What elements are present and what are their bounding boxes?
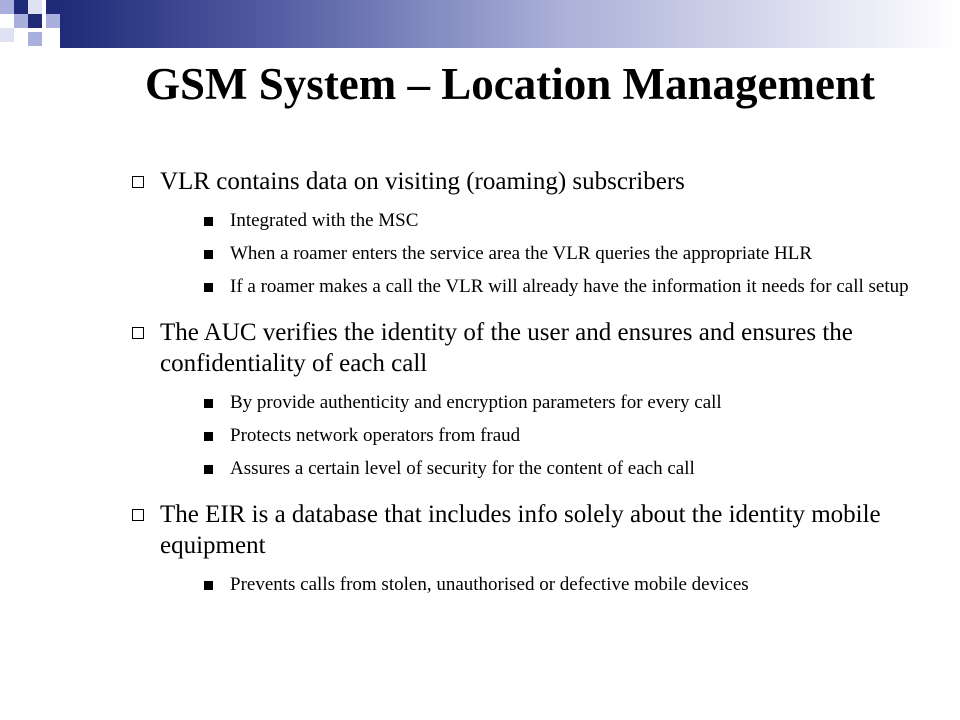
sub-bullet-text: Protects network operators from fraud — [230, 425, 521, 446]
corner-square-decoration — [28, 0, 42, 14]
filled-square-bullet-icon — [204, 250, 213, 259]
sub-bullet-item — [160, 458, 912, 479]
filled-square-bullet-icon — [204, 432, 213, 441]
bullet-list — [132, 166, 912, 595]
bullet-item — [132, 317, 912, 479]
corner-square-decoration — [14, 14, 28, 28]
corner-square-decoration — [46, 14, 60, 28]
bullet-item — [132, 499, 912, 595]
corner-square-decoration — [0, 0, 14, 14]
bullet-text: VLR contains data on visiting (roaming) subscribers — [160, 168, 685, 195]
filled-square-bullet-icon — [204, 581, 213, 590]
sub-bullet-list — [160, 392, 912, 479]
sub-bullet-item — [160, 574, 912, 595]
bullet-text: The EIR is a database that includes info solely about the identity mobile equipment — [160, 501, 881, 559]
filled-square-bullet-icon — [204, 399, 213, 408]
sub-bullet-item — [160, 425, 912, 446]
header-gradient-bar — [60, 0, 960, 48]
hollow-square-bullet-icon — [132, 327, 144, 339]
sub-bullet-item — [160, 210, 912, 231]
filled-square-bullet-icon — [204, 465, 213, 474]
filled-square-bullet-icon — [204, 217, 213, 226]
bullet-text: The AUC verifies the identity of the user and ensures and ensures the confidentiality of each call — [160, 319, 853, 377]
corner-square-decoration — [14, 0, 28, 14]
sub-bullet-text: Assures a certain level of security for the content of each call — [230, 458, 695, 479]
sub-bullet-text: Prevents calls from stolen, unauthorised or defective mobile devices — [230, 574, 749, 595]
sub-bullet-text: By provide authenticity and encryption parameters for every call — [230, 392, 722, 413]
sub-bullet-item — [160, 392, 912, 413]
sub-bullet-text: When a roamer enters the service area the VLR queries the appropriate HLR — [230, 243, 813, 264]
sub-bullet-text: Integrated with the MSC — [230, 210, 419, 231]
sub-bullet-text: If a roamer makes a call the VLR will already have the information it needs for call setup — [230, 276, 909, 297]
slide-title: GSM System – Location Management — [145, 59, 875, 109]
filled-square-bullet-icon — [204, 283, 213, 292]
corner-square-decoration — [0, 28, 14, 42]
bullet-item — [132, 166, 912, 297]
hollow-square-bullet-icon — [132, 176, 144, 188]
sub-bullet-item — [160, 276, 912, 297]
corner-square-decoration — [28, 32, 42, 46]
corner-square-decoration — [46, 0, 60, 14]
sub-bullet-item — [160, 243, 912, 264]
corner-square-decoration — [28, 14, 42, 28]
sub-bullet-list — [160, 210, 912, 297]
sub-bullet-list — [160, 574, 912, 595]
hollow-square-bullet-icon — [132, 509, 144, 521]
